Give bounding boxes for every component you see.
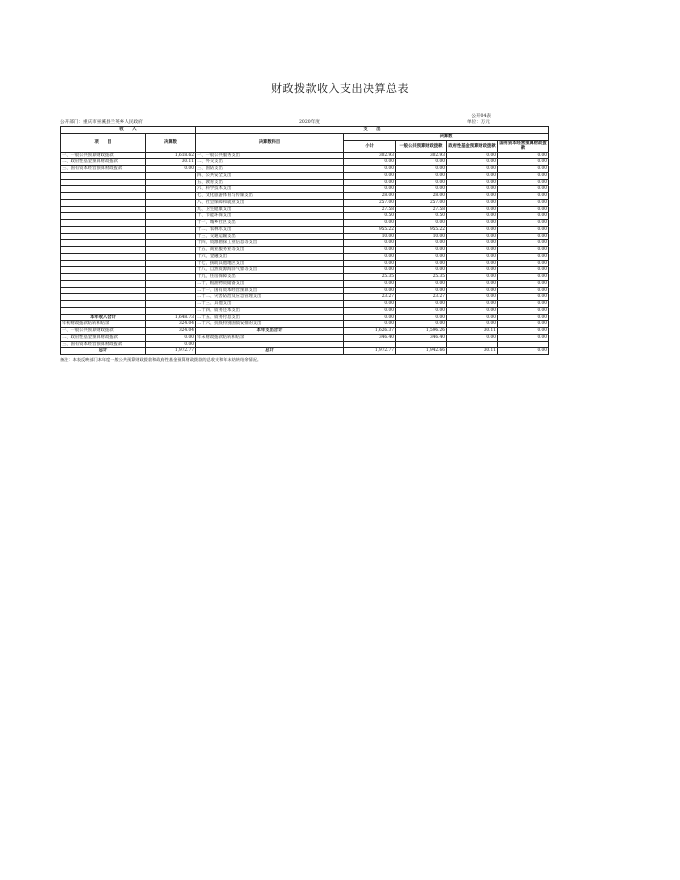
general-budget-cell: 1,596.26 — [396, 328, 447, 335]
income-amount-cell — [146, 213, 196, 220]
state-capital-cell: 0.00 — [498, 240, 549, 247]
general-budget-cell: 0.50 — [396, 213, 447, 220]
income-amount-cell: 30.11 — [146, 159, 196, 166]
general-budget-cell: 257.00 — [396, 199, 447, 206]
income-item-cell: 二、政府性基金预算财政拨款 — [61, 334, 146, 341]
expense-item-cell: 十八、自然资源海洋气象等支出 — [196, 267, 344, 274]
table-row — [61, 166, 549, 173]
table-row — [61, 199, 549, 206]
income-item-cell — [61, 247, 146, 254]
state-capital-cell: 0.00 — [498, 307, 549, 314]
state-capital-cell: 0.00 — [498, 226, 549, 233]
expense-item-cell: 二十四、债务还本支出 — [196, 307, 344, 314]
gov-fund-cell: 0.00 — [447, 159, 498, 166]
income-item-cell — [61, 307, 146, 314]
gov-fund-cell — [447, 341, 498, 348]
gov-fund-header: 政府性基金预算财政拨款 — [447, 140, 498, 152]
income-amount-cell — [146, 294, 196, 301]
income-amount-cell: 1,618.62 — [146, 152, 196, 159]
header-row-2 — [61, 133, 549, 140]
state-capital-cell: 0.00 — [498, 314, 549, 321]
subtotal-cell: 28.00 — [344, 193, 396, 200]
general-budget-cell: 0.00 — [396, 307, 447, 314]
gov-fund-cell: 0.00 — [447, 274, 498, 281]
subtotal-cell: 0.00 — [344, 267, 396, 274]
general-budget-cell: 0.00 — [396, 166, 447, 173]
income-item-cell — [61, 287, 146, 294]
subtotal-cell: 0.00 — [344, 253, 396, 260]
table-row — [61, 334, 549, 341]
general-budget-cell: 0.00 — [396, 267, 447, 274]
gov-fund-cell: 0.00 — [447, 280, 498, 287]
state-capital-cell: 0.00 — [498, 253, 549, 260]
general-budget-cell: 0.00 — [396, 280, 447, 287]
table-row — [61, 341, 549, 348]
budget-table — [60, 126, 549, 355]
state-capital-cell: 0.00 — [498, 247, 549, 254]
gov-fund-cell: 0.00 — [447, 226, 498, 233]
state-capital-cell: 0.00 — [498, 267, 549, 274]
gov-fund-cell: 0.00 — [447, 247, 498, 254]
subtotal-header: 小计 — [344, 140, 396, 152]
income-amount-cell — [146, 206, 196, 213]
table-row — [61, 307, 549, 314]
table-row — [61, 240, 549, 247]
income-amount-cell: 0.00 — [146, 334, 196, 341]
income-item-cell — [61, 193, 146, 200]
subtotal-cell: 302.93 — [344, 152, 396, 159]
subtotal-cell: 0.00 — [344, 179, 396, 186]
subtotal-cell: 0.00 — [344, 260, 396, 267]
table-row — [61, 287, 549, 294]
income-amount-cell — [146, 233, 196, 240]
expense-item-cell: 二、外交支出 — [196, 159, 344, 166]
table-row — [61, 159, 549, 166]
state-capital-header: 国有资本经营预算财政拨款 — [499, 141, 547, 151]
report-meta — [60, 119, 490, 125]
general-budget-cell: 0.00 — [396, 301, 447, 308]
expense-item-cell: 十五、商业服务业等支出 — [196, 247, 344, 254]
income-amount-cell — [146, 267, 196, 274]
income-item-cell — [61, 186, 146, 193]
expense-item-cell: 十六、金融支出 — [196, 253, 344, 260]
expense-item-cell: 九、卫生健康支出 — [196, 206, 344, 213]
table-row — [61, 314, 549, 321]
income-item-cell: 一、一般公共预算财政拨款 — [61, 328, 146, 335]
table-row — [61, 328, 549, 335]
income-item-cell — [61, 260, 146, 267]
expense-item-cell: 五、教育支出 — [196, 179, 344, 186]
expense-item-cell: 本年支出合计 — [196, 328, 344, 335]
expense-item-cell: 十二、农林水支出 — [196, 226, 344, 233]
state-capital-cell: 0.00 — [498, 193, 549, 200]
subtotal-cell: 0.50 — [344, 213, 396, 220]
income-amount-cell — [146, 253, 196, 260]
state-capital-cell: 0.00 — [498, 220, 549, 227]
income-amount-cell — [146, 220, 196, 227]
table-row — [61, 247, 549, 254]
gov-fund-cell: 0.00 — [447, 240, 498, 247]
subtotal-cell: 0.00 — [344, 307, 396, 314]
income-amount-cell: 0.00 — [146, 166, 196, 173]
expense-item-cell: 总计 — [196, 348, 344, 355]
form-number: 公开04表 — [471, 114, 491, 119]
state-capital-cell: 0.00 — [498, 159, 549, 166]
gov-fund-cell: 0.00 — [447, 314, 498, 321]
expense-item-cell: 十九、住房保障支出 — [196, 274, 344, 281]
expense-item-cell: 十七、援助其他地区支出 — [196, 260, 344, 267]
expense-item-cell: 七、文化旅游体育与传媒支出 — [196, 193, 344, 200]
state-capital-cell: 0.00 — [498, 233, 549, 240]
gov-fund-cell: 0.00 — [447, 199, 498, 206]
subtotal-cell: 0.00 — [344, 240, 396, 247]
state-capital-cell: 0.00 — [498, 179, 549, 186]
general-budget-cell: 0.00 — [396, 321, 447, 328]
gov-fund-cell: 0.00 — [447, 294, 498, 301]
subtotal-cell: 0.00 — [344, 166, 396, 173]
expense-item-cell: 二十五、债务付息支出 — [196, 314, 344, 321]
general-budget-cell: 28.00 — [396, 193, 447, 200]
income-amount-cell — [146, 247, 196, 254]
income-amount-cell: 1,972.77 — [146, 348, 196, 355]
income-amount-cell — [146, 274, 196, 281]
budget-header: 决算数 — [344, 133, 549, 140]
expense-item-cell: 二十一、国有资本经营预算支出 — [196, 287, 344, 294]
general-budget-cell: 25.35 — [396, 274, 447, 281]
gov-fund-cell: 0.00 — [447, 253, 498, 260]
subtotal-cell: 0.00 — [344, 172, 396, 179]
subtotal-cell: 0.00 — [344, 280, 396, 287]
general-budget-cell: 0.00 — [396, 247, 447, 254]
subtotal-cell: 955.22 — [344, 226, 396, 233]
gov-fund-cell: 0.00 — [447, 186, 498, 193]
subtotal-cell: 10.00 — [344, 233, 396, 240]
subtotal-cell: 27.58 — [344, 206, 396, 213]
subtotal-cell: 25.35 — [344, 274, 396, 281]
income-amount-cell — [146, 226, 196, 233]
income-item-cell — [61, 274, 146, 281]
general-budget-cell: 0.00 — [396, 179, 447, 186]
subtotal-cell: 0.00 — [344, 321, 396, 328]
income-item-cell: 二、政府性基金预算财政拨款 — [61, 159, 146, 166]
income-header: 收 入 — [61, 127, 196, 134]
table-row — [61, 233, 549, 240]
income-item-cell — [61, 172, 146, 179]
income-item-cell: 总计 — [61, 348, 146, 355]
subtotal-cell: 0.00 — [344, 159, 396, 166]
general-budget-cell: 27.58 — [396, 206, 447, 213]
income-item-cell — [61, 253, 146, 260]
income-amount-cell — [146, 307, 196, 314]
subtotal-cell: 0.00 — [344, 301, 396, 308]
general-budget-cell: 302.93 — [396, 152, 447, 159]
income-amount-cell — [146, 186, 196, 193]
table-row — [61, 152, 549, 159]
expense-item-cell: 三、国防支出 — [196, 166, 344, 173]
income-item-cell — [61, 280, 146, 287]
table-row — [61, 226, 549, 233]
expense-item-cell: 十三、交通运输支出 — [196, 233, 344, 240]
general-header: 一般公共预算财政拨款 — [396, 140, 447, 152]
table-row — [61, 206, 549, 213]
gov-fund-cell: 0.00 — [447, 233, 498, 240]
gov-fund-cell: 0.00 — [447, 307, 498, 314]
gov-fund-cell: 0.00 — [447, 206, 498, 213]
state-capital-cell: 0.00 — [498, 186, 549, 193]
gov-fund-cell: 0.00 — [447, 166, 498, 173]
table-row — [61, 348, 549, 355]
income-amount-cell — [146, 260, 196, 267]
gov-fund-cell: 0.00 — [447, 179, 498, 186]
expense-item-cell: 四、公共安全支出 — [196, 172, 344, 179]
income-item-cell: 三、国有资本经营预算财政拨款 — [61, 166, 146, 173]
table-row — [61, 294, 549, 301]
expense-header: 支 出 — [196, 127, 549, 134]
state-capital-cell: 0.00 — [498, 172, 549, 179]
general-budget-cell: 0.00 — [396, 186, 447, 193]
expense-item-cell: 二十二、灾害防治及应急管理支出 — [196, 294, 344, 301]
expense-item-cell — [196, 341, 344, 348]
expense-item-cell: 二十三、其他支出 — [196, 301, 344, 308]
expense-item-cell: 年末财政拨款结转和结余 — [196, 334, 344, 341]
gov-fund-cell: 0.00 — [447, 287, 498, 294]
table-row — [61, 301, 549, 308]
amount-header: 决算数 — [146, 133, 196, 152]
general-budget-cell: 346.40 — [396, 334, 447, 341]
subtotal-cell: 0.00 — [344, 314, 396, 321]
table-row — [61, 220, 549, 227]
state-capital-cell: 0.00 — [498, 334, 549, 341]
state-capital-cell: 0.00 — [498, 321, 549, 328]
gov-fund-cell: 0.00 — [447, 213, 498, 220]
general-budget-cell: 0.00 — [396, 220, 447, 227]
income-item-cell — [61, 213, 146, 220]
expense-item-cell: 一、一般公共服务支出 — [196, 152, 344, 159]
expense-item-cell: 八、社会保障和就业支出 — [196, 199, 344, 206]
income-item-cell — [61, 301, 146, 308]
income-amount-cell: 324.04 — [146, 321, 196, 328]
income-item-cell — [61, 226, 146, 233]
gov-fund-cell: 0.00 — [447, 334, 498, 341]
subtotal-cell: 346.40 — [344, 334, 396, 341]
state-capital-cell: 0.00 — [498, 260, 549, 267]
income-item-cell — [61, 206, 146, 213]
gov-fund-cell: 0.00 — [447, 260, 498, 267]
general-budget-cell: 0.00 — [396, 240, 447, 247]
state-capital-cell: 0.00 — [498, 199, 549, 206]
income-item-cell: 三、国有资本经营预算财政拨款 — [61, 341, 146, 348]
gov-fund-cell: 0.00 — [447, 193, 498, 200]
subtotal-cell — [344, 341, 396, 348]
expense-item-cell: 六、科学技术支出 — [196, 186, 344, 193]
table-row — [61, 213, 549, 220]
gov-fund-cell: 0.00 — [447, 172, 498, 179]
item-header: 项 目 — [61, 133, 146, 152]
general-budget-cell — [396, 341, 447, 348]
state-capital-cell: 0.00 — [498, 213, 549, 220]
income-amount-cell: 324.04 — [146, 328, 196, 335]
income-item-cell — [61, 294, 146, 301]
general-budget-cell: 10.00 — [396, 233, 447, 240]
income-amount-cell — [146, 280, 196, 287]
state-capital-cell: 0.00 — [498, 152, 549, 159]
state-capital-cell: 0.00 — [498, 294, 549, 301]
income-amount-cell — [146, 193, 196, 200]
income-amount-cell — [146, 240, 196, 247]
table-row — [61, 280, 549, 287]
income-item-cell: 年初财政拨款结转和结余 — [61, 321, 146, 328]
income-amount-cell — [146, 199, 196, 206]
income-amount-cell — [146, 179, 196, 186]
year-label: 2020年度 — [299, 120, 320, 125]
table-row — [61, 274, 549, 281]
general-budget-cell: 0.00 — [396, 287, 447, 294]
state-capital-cell: 0.00 — [498, 328, 549, 335]
table-row — [61, 186, 549, 193]
state-capital-cell: 0.00 — [498, 280, 549, 287]
expense-item-cell: 二十六、抗疫特别国债安排的支出 — [196, 321, 344, 328]
income-item-cell: 本年收入合计 — [61, 314, 146, 321]
income-item-cell — [61, 267, 146, 274]
subtotal-cell: 0.00 — [344, 220, 396, 227]
department-label: 公开部门：重庆市巫溪县兰英乡人民政府 — [60, 120, 143, 125]
subtotal-cell: 1,972.77 — [344, 348, 396, 355]
exp-item-header: 决算数科目 — [196, 133, 344, 152]
footnote: 备注：本表反映部门本年度一般公共预算财政拨款和政府性基金预算财政拨款的总收支和年末结转结余情况。 — [60, 357, 262, 362]
table-row — [61, 193, 549, 200]
income-item-cell: 一、一般公共预算财政拨款 — [61, 152, 146, 159]
income-amount-cell — [146, 287, 196, 294]
unit-label: 单位：万元 — [467, 120, 490, 125]
income-amount-cell: 1,648.73 — [146, 314, 196, 321]
income-item-cell — [61, 233, 146, 240]
state-capital-cell: 0.00 — [498, 206, 549, 213]
expense-item-cell: 二十、粮油物资储备支出 — [196, 280, 344, 287]
expense-item-cell: 十四、资源勘探工业信息等支出 — [196, 240, 344, 247]
gov-fund-cell: 0.00 — [447, 321, 498, 328]
state-capital-cell: 0.00 — [498, 287, 549, 294]
gov-fund-cell: 0.00 — [447, 267, 498, 274]
general-budget-cell: 0.00 — [396, 260, 447, 267]
income-item-cell — [61, 220, 146, 227]
gov-fund-cell: 0.00 — [447, 301, 498, 308]
state-capital-cell: 0.00 — [498, 348, 549, 355]
expense-item-cell: 十、节能环保支出 — [196, 213, 344, 220]
subtotal-cell: 257.00 — [344, 199, 396, 206]
general-budget-cell: 0.00 — [396, 172, 447, 179]
general-budget-cell: 955.22 — [396, 226, 447, 233]
subtotal-cell: 0.00 — [344, 186, 396, 193]
state-capital-cell — [498, 341, 549, 348]
gov-fund-cell: 30.11 — [447, 328, 498, 335]
general-budget-cell: 0.00 — [396, 159, 447, 166]
income-amount-cell — [146, 172, 196, 179]
table-row — [61, 179, 549, 186]
table-row — [61, 172, 549, 179]
income-item-cell — [61, 240, 146, 247]
report-title: 财政拨款收入支出决算总表 — [271, 82, 409, 95]
gov-fund-cell: 0.00 — [447, 220, 498, 227]
general-budget-cell: 0.00 — [396, 253, 447, 260]
general-budget-cell: 1,942.66 — [396, 348, 447, 355]
table-row — [61, 267, 549, 274]
state-capital-cell: 0.00 — [498, 301, 549, 308]
table-row — [61, 321, 549, 328]
header-row-1 — [61, 127, 549, 134]
general-budget-cell: 23.27 — [396, 294, 447, 301]
general-budget-cell: 0.00 — [396, 314, 447, 321]
table-row — [61, 253, 549, 260]
subtotal-cell: 23.27 — [344, 294, 396, 301]
gov-fund-cell: 30.11 — [447, 348, 498, 355]
state-capital-cell: 0.00 — [498, 274, 549, 281]
expense-item-cell: 十一、城乡社区支出 — [196, 220, 344, 227]
gov-fund-cell: 0.00 — [447, 152, 498, 159]
income-amount-cell: 0.00 — [146, 341, 196, 348]
income-item-cell — [61, 199, 146, 206]
income-item-cell — [61, 179, 146, 186]
table-row — [61, 260, 549, 267]
subtotal-cell: 1,626.37 — [344, 328, 396, 335]
subtotal-cell: 0.00 — [344, 247, 396, 254]
income-amount-cell — [146, 301, 196, 308]
state-capital-cell: 0.00 — [498, 166, 549, 173]
subtotal-cell: 0.00 — [344, 287, 396, 294]
